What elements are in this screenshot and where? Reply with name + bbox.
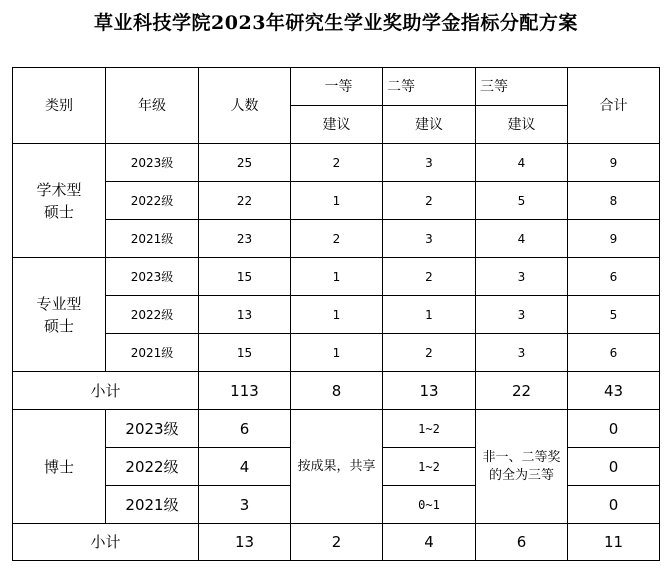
third-cell: 3 [476, 258, 568, 296]
total-cell: 0 [568, 486, 660, 524]
first-cell: 1 [291, 258, 383, 296]
subtotal-first: 2 [291, 524, 383, 561]
table-row [13, 220, 660, 258]
second-cell: 2 [383, 258, 476, 296]
grade-cell: 2022级 [106, 296, 199, 334]
second-cell: 2 [383, 334, 476, 372]
total-cell: 6 [568, 258, 660, 296]
total-cell: 6 [568, 334, 660, 372]
first-cell: 2 [291, 220, 383, 258]
third-cell: 5 [476, 182, 568, 220]
table-row [13, 296, 660, 334]
total-cell: 9 [568, 220, 660, 258]
subtotal-second: 4 [383, 524, 476, 561]
subtotal-total: 11 [568, 524, 660, 561]
table-row [13, 182, 660, 220]
header-first-suggest: 建议 [291, 106, 383, 144]
header-second: 二等 [383, 68, 476, 106]
grade-cell: 2021级 [106, 334, 199, 372]
header-total: 合计 [568, 68, 660, 144]
table-row [13, 258, 660, 296]
grade-cell: 2023级 [106, 410, 199, 448]
header-third: 三等 [476, 68, 568, 106]
third-cell: 3 [476, 296, 568, 334]
count-cell: 3 [199, 486, 291, 524]
count-cell: 15 [199, 258, 291, 296]
total-cell: 0 [568, 410, 660, 448]
count-cell: 25 [199, 144, 291, 182]
subtotal-second: 13 [383, 372, 476, 410]
category-phd: 博士 [13, 410, 106, 524]
subtotal-label: 小计 [13, 372, 199, 410]
subtotal-row [13, 372, 660, 410]
grade-cell: 2022级 [106, 182, 199, 220]
category-academic: 学术型 硕士 [13, 144, 106, 258]
header-category: 类别 [13, 68, 106, 144]
count-cell: 6 [199, 410, 291, 448]
phd-third-note: 非一、二等奖的全为三等 [476, 410, 568, 524]
total-cell: 8 [568, 182, 660, 220]
first-cell: 2 [291, 144, 383, 182]
grade-cell: 2023级 [106, 258, 199, 296]
count-cell: 4 [199, 448, 291, 486]
third-cell: 4 [476, 220, 568, 258]
count-cell: 23 [199, 220, 291, 258]
second-cell: 2 [383, 182, 476, 220]
header-third-suggest: 建议 [476, 106, 568, 144]
grade-cell: 2021级 [106, 220, 199, 258]
grade-cell: 2022级 [106, 448, 199, 486]
third-cell: 4 [476, 144, 568, 182]
table-row [13, 410, 660, 448]
count-cell: 22 [199, 182, 291, 220]
page-title: 草业科技学院2023年研究生学业奖助学金指标分配方案 [94, 12, 578, 34]
subtotal-row [13, 524, 660, 561]
second-range-cell: 1~2 [383, 410, 476, 448]
table-row [13, 144, 660, 182]
first-cell: 1 [291, 296, 383, 334]
header-grade: 年级 [106, 68, 199, 144]
table-row [13, 334, 660, 372]
total-cell: 0 [568, 448, 660, 486]
subtotal-first: 8 [291, 372, 383, 410]
allocation-table [12, 67, 660, 561]
subtotal-third: 22 [476, 372, 568, 410]
second-cell: 1 [383, 296, 476, 334]
category-professional: 专业型 硕士 [13, 258, 106, 372]
first-cell: 1 [291, 182, 383, 220]
subtotal-count: 13 [199, 524, 291, 561]
header-count: 人数 [199, 68, 291, 144]
header-first: 一等 [291, 68, 383, 106]
second-range-cell: 0~1 [383, 486, 476, 524]
subtotal-third: 6 [476, 524, 568, 561]
count-cell: 13 [199, 296, 291, 334]
grade-cell: 2023级 [106, 144, 199, 182]
third-cell: 3 [476, 334, 568, 372]
subtotal-total: 43 [568, 372, 660, 410]
second-cell: 3 [383, 220, 476, 258]
subtotal-count: 113 [199, 372, 291, 410]
grade-cell: 2021级 [106, 486, 199, 524]
phd-first-note: 按成果，共享 [291, 410, 383, 524]
subtotal-label: 小计 [13, 524, 199, 561]
header-second-suggest: 建议 [383, 106, 476, 144]
total-cell: 5 [568, 296, 660, 334]
second-cell: 3 [383, 144, 476, 182]
first-cell: 1 [291, 334, 383, 372]
second-range-cell: 1~2 [383, 448, 476, 486]
total-cell: 9 [568, 144, 660, 182]
count-cell: 15 [199, 334, 291, 372]
